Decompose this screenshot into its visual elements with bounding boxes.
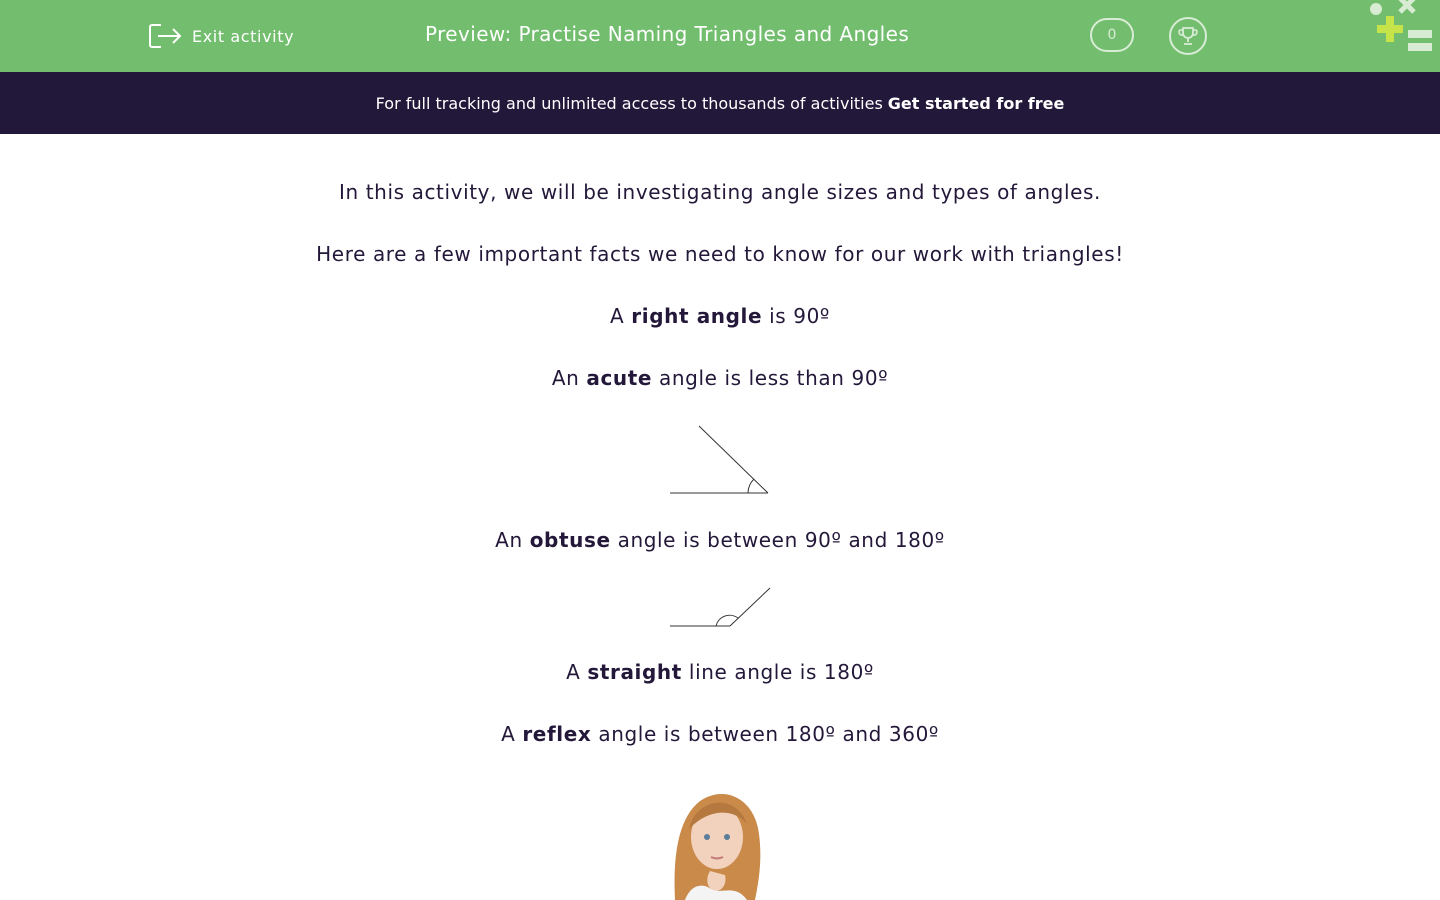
fact-text: is 90º [769,304,830,328]
fact-text: angle is less than 90º [659,366,889,390]
exit-activity-button[interactable] [148,20,294,52]
exit-icon [148,22,182,50]
exit-activity-label: Exit activity [192,26,295,46]
fact-term: acute [586,366,653,390]
banner-text: For full tracking and unlimited access to thousands of activities [375,93,883,113]
fact-term: right angle [631,304,763,328]
fact-text: angle is between 180º and 360º [598,722,939,746]
fact-term: straight [587,660,682,684]
page-title: Preview: Practise Naming Triangles and Angles [425,22,910,46]
fact-term: obtuse [529,528,611,552]
fact-text: An [551,366,580,390]
straight-angle-fact [0,660,1440,684]
obtuse-angle-diagram [666,584,774,630]
fact-text: angle is between 90º and 180º [617,528,945,552]
fact-text: A [501,722,516,746]
top-bar [0,0,1440,72]
obtuse-angle-fact [0,528,1440,552]
right-angle-fact [0,304,1440,328]
score-badge: 0 [1090,18,1134,52]
fact-term: reflex [522,722,592,746]
fact-text: A [566,660,581,684]
fact-text: A [610,304,625,328]
promo-banner [0,72,1440,134]
trophy-icon [1177,25,1199,47]
acute-angle-fact [0,366,1440,390]
logo-icon [1362,0,1440,60]
thinking-girl-image [655,779,775,900]
trophy-button[interactable] [1169,17,1207,55]
intro-text: In this activity, we will be investigating angle sizes and types of angles. [339,180,1101,204]
fact-text: An [495,528,523,552]
fact-text: line angle is 180º [688,660,874,684]
get-started-link[interactable]: Get started for free [887,93,1065,113]
reflex-angle-fact [0,722,1440,746]
acute-angle-diagram [666,422,774,498]
facts-intro-text: Here are a few important facts we need to know for our work with triangles! [316,242,1124,266]
